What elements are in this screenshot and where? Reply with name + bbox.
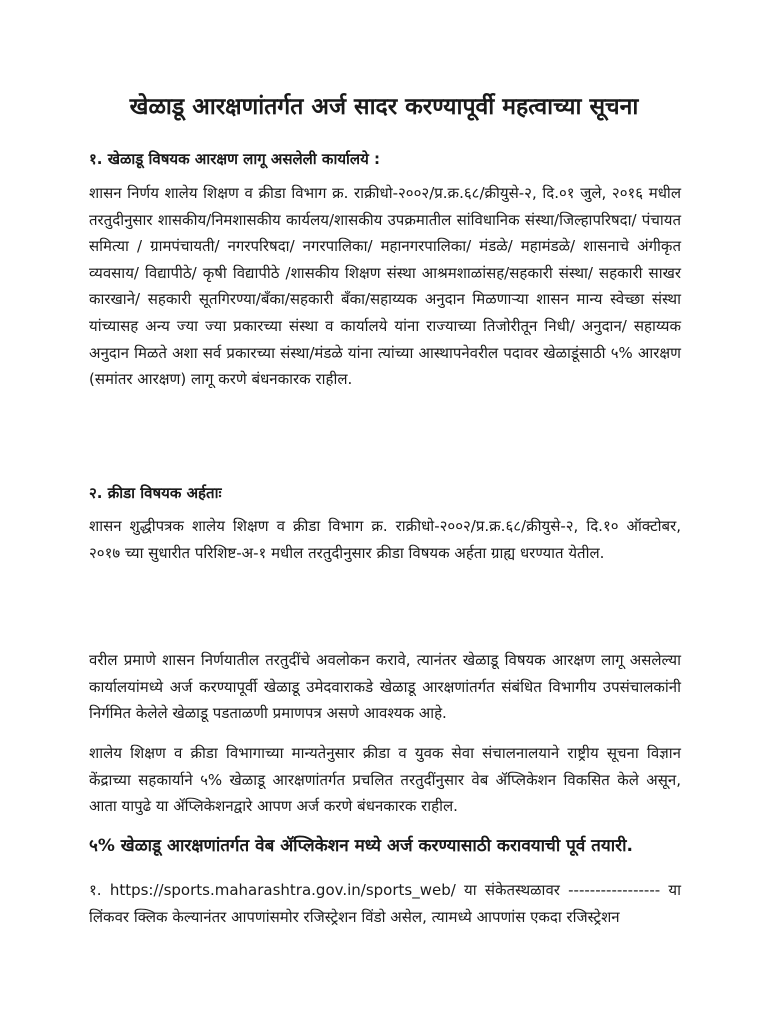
preparation-subtitle: ५% खेळाडू आरक्षणांतर्गत वेब ॲप्लिकेशन मध्ये अर्ज करण्यासाठी करावयाची पूर्व तयारी. bbox=[89, 836, 633, 856]
step-1-text: या संकेतस्थळावर ----------------- या लिंकवर क्लिक केल्यानंतर आपणांसमोर रजिस्ट्रेशन विंडो असेल, त्यामध्ये आपणांस एकदा रजिस्ट्रेशन bbox=[89, 881, 681, 926]
paragraph-web-application: शालेय शिक्षण व क्रीडा विभागाच्या मान्यतेनुसार क्रीडा व युवक सेवा संचालनालयाने राष्ट्रीय सूचना विज्ञान केंद्राच्या सहकार्याने ५% खेळाडू आरक्षणांतर्गत प्रचलित तरतुदींनुसार वेब ॲप्लिकेशन विकसित केले असून, आता यापुढे या ॲप्लिकेशनद्वारे आपण अर्ज करणे बंधनकारक राहील. bbox=[89, 744, 681, 816]
section-2-body: शासन शुद्धीपत्रक शालेय शिक्षण व क्रीडा विभाग क्र. राक्रीधो-२००२/प्र.क्र.६८/क्रीयुसे-२, दि.१० ऑक्टोबर, २०१७ च्या सुधारीत परिशिष्ट-अ-१ मधील तरतुदीनुसार क्रीडा विषयक अर्हता ग्राह्य धरण्यात येतील. bbox=[89, 517, 681, 562]
step-1 bbox=[89, 877, 681, 930]
section-1-body: शासन निर्णय शालेय शिक्षण व क्रीडा विभाग क्र. राक्रीधो-२००२/प्र.क्र.६८/क्रीयुसे-२, दि.०१ जुले, २०१६ मधील तरतुदीनुसार शासकीय/निमशासकीय कार्यलय/शासकीय उपक्रमातील सांविधानिक संस्था/जिल्हापरिषदा/ पंचायत समित्या / ग्रामपंचायती/ नगरपरिषदा/ नगरपालिका/ महानगरपालिका/ मंडळे/ महामंडळे/ शासनाचे अंगीकृत व्यवसाय/ विद्यापीठे/ कृषी विद्यापीठे /शासकीय शिक्षण संस्था आश्रमशाळांसह/सहकारी संस्था/ सहकारी साखर कारखाने/ सहकारी सूतगिरण्या/बँका/सहकारी बँका/सहाय्यक अनुदान मिळणाऱ्या शासन मान्य स्वेच्छा संस्था यांच्यासह अन्य ज्या ज्या प्रकारच्या संस्था व कार्यालये यांना राज्याच्या तिजोरीतून निधी/ अनुदान/ सहाय्यक अनुदान मिळते अशा सर्व प्रकारच्या संस्था/मंडळे यांना त्यांच्या आस्थापनेवरील पदावर खेळाडूंसाठी ५% आरक्षण (समांतर आरक्षण) लागू करणे बंधनकारक राहील. bbox=[89, 184, 681, 389]
section-1-heading: १. खेळाडू विषयक आरक्षण लागू असलेली कार्यालये : bbox=[89, 150, 380, 168]
document-title: खेळाडू आरक्षणांतर्गत अर्ज सादर करण्यापूर्वी महत्वाच्या सूचना bbox=[129, 94, 639, 120]
step-1-number: १. bbox=[89, 881, 102, 899]
paragraph-review-rules: वरील प्रमाणे शासन निर्णयातील तरतुदींचे अवलोकन करावे, त्यानंतर खेळाडू विषयक आरक्षण लागू असलेल्या कार्यालयांमध्ये अर्ज करण्यापूर्वी खेळाडू उमेदवाराकडे खेळाडू आरक्षणांतर्गत संबंधित विभागीय उपसंचालकांनी निर्गमित केलेले खेळाडू पडताळणी प्रमाणपत्र असणे आवश्यक आहे. bbox=[89, 651, 681, 723]
section-2-heading: २. क्रीडा विषयक अर्हताः bbox=[89, 484, 222, 502]
sports-website-link[interactable]: https://sports.maharashtra.gov.in/sports_web/ bbox=[109, 881, 456, 899]
